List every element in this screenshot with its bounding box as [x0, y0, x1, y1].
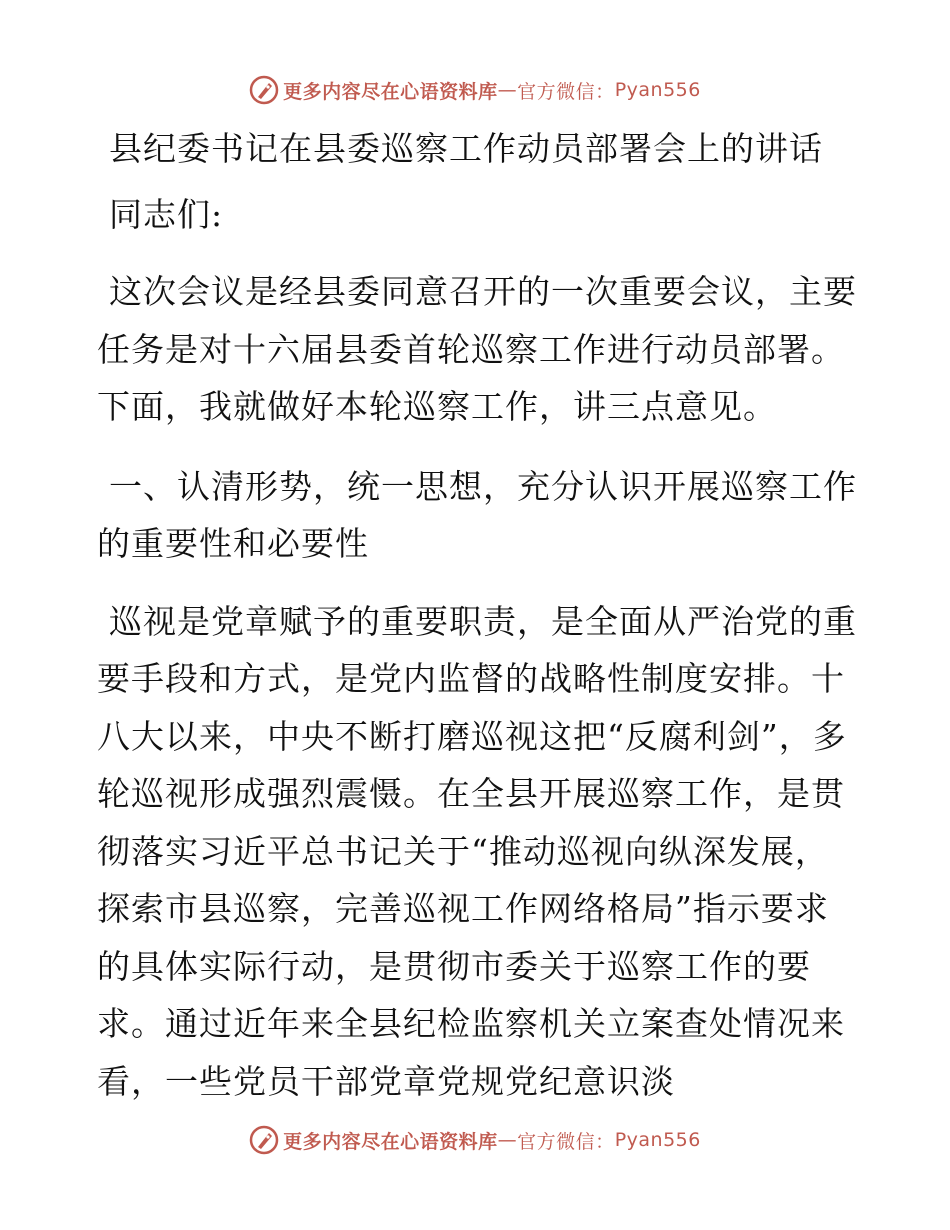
pen-nib-icon: [249, 1125, 279, 1155]
greeting: 同志们:: [109, 194, 224, 234]
watermark-contact-text: 官方微信：: [517, 80, 615, 103]
pen-nib-icon: [249, 75, 279, 105]
page-title: 县纪委书记在县委巡察工作动员部署会上的讲话: [109, 129, 823, 168]
watermark-dash: —: [497, 1129, 518, 1151]
watermark-dash: —: [497, 79, 518, 101]
watermark-contact-text: 官方微信：: [517, 1130, 615, 1153]
watermark-wechat-id: Pyan556: [614, 1129, 701, 1151]
section-body-clip: [97, 593, 857, 1111]
watermark-wechat-id: Pyan556: [614, 79, 701, 101]
section-paragraph: 巡视是党章赋予的重要职责，是全面从严治党的重要手段和方式，是党内监督的战略性制度安排。十八大以来，中央不断打磨巡视这把“反腐利剑”，多轮巡视形成强烈震慑。在全县开展巡察工作，是贯彻落实习近平总书记关于“推动巡视向纵深发展，探索市县巡察，完善巡视工作网络格局”指示要求的具体实际行动，是贯彻市委关于巡察工作的要求。通过近年来全县纪检监察机关立案查处情况来看，一些党员干部党章党规党纪意识淡: [97, 601, 857, 1101]
watermark-lead-text: 更多内容尽在心语资料库: [283, 1130, 498, 1153]
document-body: [97, 120, 857, 1111]
section-heading: 一、认清形势，统一思想，充分认识开展巡察工作的重要性和必要性: [97, 466, 857, 563]
watermark-header: [0, 70, 950, 110]
watermark-footer: [0, 1120, 950, 1160]
watermark-lead-text: 更多内容尽在心语资料库: [283, 80, 498, 103]
intro-paragraph: 这次会议是经县委同意召开的一次重要会议，主要任务是对十六届县委首轮巡察工作进行动员部署。下面，我就做好本轮巡察工作，讲三点意见。: [97, 272, 857, 426]
